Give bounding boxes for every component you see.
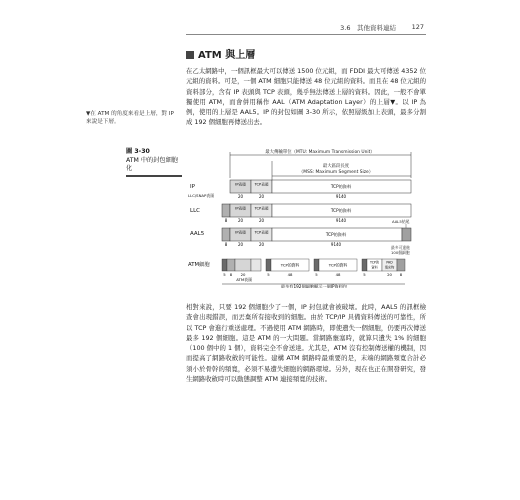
- llc-tcp-header-size: 20: [258, 218, 265, 223]
- body-paragraph-1: 在乙太網路中，一個訊框最大可以傳送 1500 位元組，而 FDDI 最大可傳送 4352 位元組的資料。可是，一個 ATM 細胞只能傳送 48 位元組的資料。而且在 48 位元組的資料部分，含有 IP 表頭與 TCP 表頭，幾乎無法傳送上層的資料。因此，一般不會單獨使用 ATM，而會併用稱作 AAL（ATM Adaptation Layer）的上層▼。以 IP 為例，使用的上層是 AAL5。IP 的封包如圖 3-30 所示，依照層級加上表頭，最多分割成 192 個細胞再傳送出去。: [186, 67, 426, 127]
- aal5-tcp-header-size: 20: [258, 242, 265, 247]
- tcp-data-label: TCP的資料: [330, 184, 352, 189]
- atm-num-1: 5: [223, 272, 226, 277]
- max-pad-label-2: 100個細胞: [391, 250, 410, 255]
- llc-ip-header-size: 20: [237, 218, 244, 223]
- tcp-header-label: TCP表頭: [254, 182, 269, 187]
- llc-header-size: 8: [224, 218, 228, 223]
- atm-num-10: 8: [399, 272, 403, 277]
- atm-num-9: 20: [387, 272, 392, 277]
- page-number: 127: [411, 23, 424, 31]
- aal5-ip-header-label: IP表頭: [235, 230, 246, 235]
- atm-cell-3-header: [314, 259, 319, 271]
- atm-cell-1-header: [222, 259, 227, 271]
- atm-num-6: 5: [315, 272, 318, 277]
- atm-cell-3-label: TCP的資料: [328, 262, 348, 268]
- atm-cell-1-tcp: [251, 259, 261, 271]
- heading-square-icon: [186, 51, 194, 59]
- tcp-header-size: 20: [258, 194, 265, 199]
- row-label-ip: IP: [190, 184, 195, 190]
- section-heading: [186, 46, 255, 61]
- aal5-tcp-header-label: TCP表頭: [254, 230, 269, 235]
- tcp-data-size: 9140: [335, 194, 347, 199]
- llc-tcp-data-size: 9140: [335, 218, 347, 223]
- atm-num-2: 8: [229, 272, 233, 277]
- section-heading-text: ATM 與上層: [198, 50, 256, 61]
- row-label-aal5: AAL5: [190, 231, 205, 237]
- ip-header-label: IP表頭: [235, 182, 246, 187]
- llc-tcp-header-label: TCP表頭: [254, 206, 269, 211]
- atm-cell-2-label: TCP的資料: [280, 262, 300, 268]
- atm-cell-last-trailer: [397, 259, 405, 271]
- figure-caption: [126, 148, 182, 177]
- llc-tcp-data-label: TCP的資料: [330, 208, 352, 213]
- ip-header-size: 20: [237, 194, 244, 199]
- running-head-section: 3.6 其他資料連結: [340, 24, 396, 32]
- atm-cell-1-ip: [235, 259, 251, 271]
- atm-num-3: 20: [240, 272, 246, 277]
- caption-rule: [126, 175, 182, 177]
- aal5-ip-header-size: 20: [237, 242, 244, 247]
- row-label-atm: ATM細胞: [188, 262, 210, 268]
- side-note: ▼在 ATM 的角度來看是上層，對 IP 來說是下層。: [86, 111, 174, 125]
- aal5-trailer-label: AAL5結尾: [392, 219, 410, 224]
- aal5-llc-box: [222, 228, 230, 241]
- atm-pad-label-2: 填充物: [384, 265, 395, 270]
- page-header: [186, 20, 426, 35]
- mss-label-1: 最大區段長度: [322, 164, 350, 169]
- atm-last-label-1: TCP的: [369, 260, 380, 265]
- mss-label-2: （MSS: Maximum Segment Size）: [298, 170, 374, 175]
- llc-header-box: [222, 204, 230, 217]
- atm-pad-label-1: PAD: [386, 260, 393, 265]
- aal5-tcp-data-size: 9140: [330, 242, 342, 247]
- body-paragraph-2: 相對來說，只要 192 個細胞少了一個，IP 封包就會被破壞。此時，AAL5 的訊框檢查會出現錯誤，而丟棄所有接收到的細胞。由於 TCP/IP 具備資料傳送的可靠性，所以 TCP 會進行重送處理。不過使用 ATM 網路時，即使遺失一個細胞，仍要再次傳送最多 192 個細胞。這是 ATM 的一大問題。當網路壅塞時，就算只遺失 1% 的細胞（100 個中的 1 個），資料完全不會送達。尤其是，ATM 沒有控制傳送權的機制，因而提高了網路收斂的可能性。建構 ATM 網路時最重要的是，末端的網路頻寬合計必須小於骨幹的頻寬，必須不易遭失細胞的網路環境。另外，現在也正在開發研究，發生網路收斂時可以動態調整 ATM 連接頻寬的技術。: [186, 303, 426, 384]
- llc-ip-header-label: IP表頭: [235, 206, 246, 211]
- atm-num-5: 48: [287, 272, 293, 277]
- atm-num-4: 5: [267, 272, 270, 277]
- figure-number: 圖 3-30: [126, 148, 150, 155]
- atm-header-label: ATM表頭: [236, 277, 252, 282]
- aal5-trailer-box: [402, 228, 411, 241]
- llc-snap-label: LLC/SNAP表頭: [188, 193, 214, 198]
- bottom-label: 最多有192個細胞顯示一個IP資料包: [280, 284, 348, 288]
- max-pad-label-1: 最多可達進: [391, 245, 410, 250]
- aal5-tcp-data-label: TCP的資料: [325, 232, 347, 237]
- atm-num-7: 48: [335, 272, 341, 277]
- mtu-label: 最大傳輸單位（MTU: Maximum Transmission Unit）: [265, 150, 375, 155]
- figure-caption-text: ATM 中的封包細胞化: [126, 156, 178, 172]
- atm-cell-last-header: [362, 259, 367, 271]
- atm-cell-2-header: [266, 259, 271, 271]
- atm-num-8: 5: [363, 272, 366, 277]
- row-label-llc: LLC: [190, 208, 200, 214]
- aal5-llc-size: 8: [224, 242, 228, 247]
- atm-cellization-diagram: [186, 148, 426, 288]
- atm-cell-1-llc: [227, 259, 235, 271]
- atm-last-label-2: 資料: [371, 265, 378, 270]
